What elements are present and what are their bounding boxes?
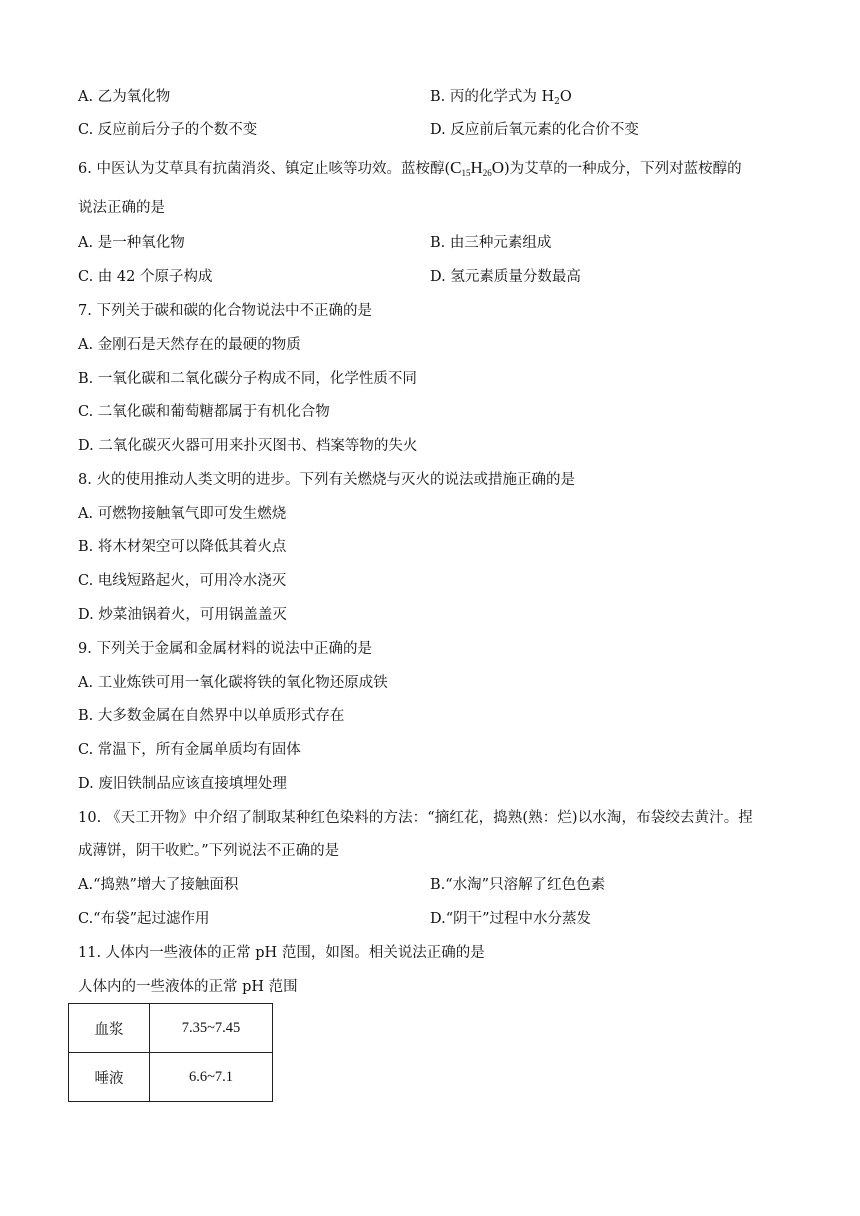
q10-option-b[interactable]: B.“水淘”只溶解了红色色素 [430, 877, 606, 893]
q5-option-c[interactable]: C. 反应前后分子的个数不变 [78, 122, 258, 138]
ph-table [68, 1003, 273, 1102]
q5-options-row-1 [78, 87, 798, 107]
q11-stem: 11. 人体内一些液体的正常 pH 范围，如图。相关说法正确的是 [78, 945, 485, 961]
q8-option-b[interactable]: B. 将木材架空可以降低其着火点 [78, 539, 287, 555]
q7-stem: 7. 下列关于碳和碳的化合物说法中不正确的是 [78, 303, 372, 319]
ph-table-name-cell: 血浆 [69, 1004, 150, 1053]
q6-formula: $C_{15}H_{26}O$ [450, 158, 505, 178]
q7-option-b[interactable]: B. 一氧化碳和二氧化碳分子构成不同，化学性质不同 [78, 371, 417, 387]
ph-table-range-cell: 7.35~7.45 [150, 1004, 273, 1053]
q8-stem: 8. 火的使用推动人类文明的进步。下列有关燃烧与灭火的说法或措施正确的是 [78, 472, 575, 488]
q5-option-d[interactable]: D. 反应前后氧元素的化合价不变 [430, 122, 639, 138]
ph-table-range-cell: 6.6~7.1 [150, 1053, 273, 1102]
q9-option-c[interactable]: C. 常温下，所有金属单质均有固体 [78, 742, 301, 758]
table-row [69, 1004, 273, 1053]
q8-option-c[interactable]: C. 电线短路起火，可用冷水浇灭 [78, 573, 287, 589]
q5-option-b[interactable]: B. 丙的化学式为 $H_2O$ [430, 89, 572, 107]
q9-option-d[interactable]: D. 废旧铁制品应该直接填埋处理 [78, 776, 287, 792]
q6-stem: 6. 中医认为艾草具有抗菌消炎、镇定止咳等功效。蓝桉醇$(C_{15}H_{26}O)$为艾草的一种成分，下列对蓝桉醇的 [78, 158, 742, 178]
q10-option-a[interactable]: A.“捣熟”增大了接触面积 [78, 877, 239, 893]
q10-stem: 10. 《天工开物》中介绍了制取某种红色染料的方法：“摘红花，捣熟(熟：烂)以水淘，布袋绞去黄汁。捏 [78, 810, 753, 826]
q6-option-c[interactable]: C. 由 42 个原子构成 [78, 269, 213, 285]
q7-option-a[interactable]: A. 金刚石是天然存在的最硬的物质 [78, 337, 301, 353]
q9-option-b[interactable]: B. 大多数金属在自然界中以单质形式存在 [78, 708, 345, 724]
q7-option-c[interactable]: C. 二氧化碳和葡萄糖都属于有机化合物 [78, 404, 330, 420]
q8-option-a[interactable]: A. 可燃物接触氧气即可发生燃烧 [78, 506, 287, 522]
ph-table-name-cell: 唾液 [69, 1053, 150, 1102]
q5-options-row-2 [78, 120, 798, 140]
table-row [69, 1053, 273, 1102]
q8-option-d[interactable]: D. 炒菜油锅着火，可用锅盖盖灭 [78, 607, 287, 623]
q10-option-c[interactable]: C.“布袋”起过滤作用 [78, 911, 210, 927]
q7-option-d[interactable]: D. 二氧化碳灭火器可用来扑灭图书、档案等物的失火 [78, 438, 418, 454]
q10-options-row-1 [78, 875, 798, 895]
q6-option-b[interactable]: B. 由三种元素组成 [430, 235, 552, 251]
q5-option-a[interactable]: A. 乙为氧化物 [78, 89, 171, 105]
q6-option-a[interactable]: A. 是一种氧化物 [78, 235, 185, 251]
q6-stem-line2: 说法正确的是 [78, 200, 165, 216]
q10-option-d[interactable]: D.“阴干”过程中水分蒸发 [430, 911, 592, 927]
q10-stem-line2: 成薄饼，阴干收贮。”下列说法不正确的是 [78, 843, 340, 859]
q11-table-title: 人体内的一些液体的正常 pH 范围 [78, 979, 298, 995]
q9-stem: 9. 下列关于金属和金属材料的说法中正确的是 [78, 641, 372, 657]
q10-options-row-2 [78, 909, 798, 929]
q6-options-row-1 [78, 233, 798, 253]
q6-options-row-2 [78, 267, 798, 287]
q9-option-a[interactable]: A. 工业炼铁可用一氧化碳将铁的氧化物还原成铁 [78, 675, 388, 691]
q6-option-d[interactable]: D. 氢元素质量分数最高 [430, 269, 581, 285]
